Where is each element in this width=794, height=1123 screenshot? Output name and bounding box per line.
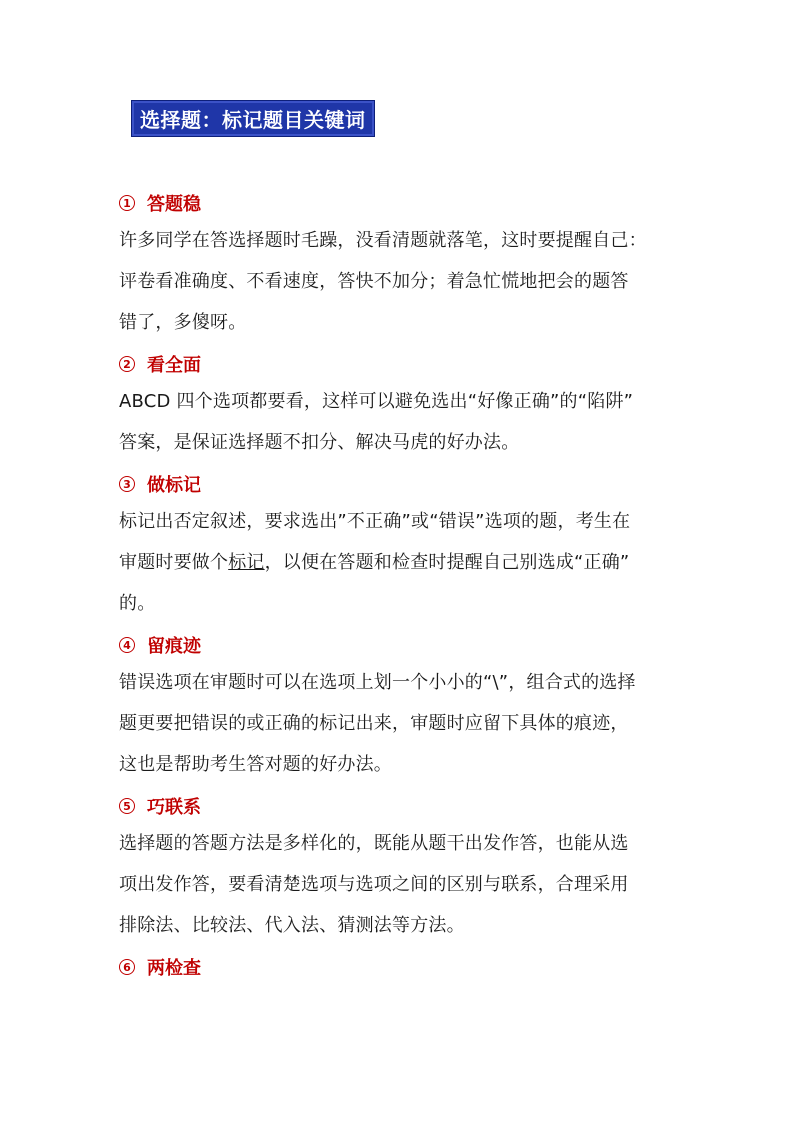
section-heading <box>119 347 681 381</box>
section-title: 巧联系 <box>147 797 201 818</box>
paragraph-line: 题更要把错误的或正确的标记出来，审题时应留下具体的痕迹， <box>119 713 629 734</box>
paragraph-line <box>119 542 681 583</box>
section-paragraph <box>119 220 681 343</box>
paragraph-line: 错了，多傻呀。 <box>119 312 247 333</box>
section-3 <box>119 467 681 624</box>
circled-number: 2 <box>119 356 135 372</box>
section-heading <box>119 628 681 662</box>
circled-number: 4 <box>119 637 135 653</box>
section-paragraph <box>119 501 681 624</box>
paragraph-line: 排除法、比较法、代入法、猜测法等方法。 <box>119 915 465 936</box>
section-paragraph <box>119 381 681 463</box>
paragraph-line: 项出发作答，要看清楚选项与选项之间的区别与联系，合理采用 <box>119 874 629 895</box>
paragraph-line: 标记出否定叙述，要求选出”不正确”或“错误”选项的题，考生在 <box>119 511 631 532</box>
section-5 <box>119 789 681 946</box>
section-6 <box>119 950 681 984</box>
paragraph-line: ABCD 四个选项都要看，这样可以避免选出“好像正确”的“陷阱” <box>119 391 634 412</box>
paragraph-line: 答案，是保证选择题不扣分、解决马虎的好办法。 <box>119 432 520 453</box>
paragraph-line: 错误选项在审题时可以在选项上划一个小小的“\”，组合式的选择 <box>119 672 636 693</box>
section-heading <box>119 467 681 501</box>
section-paragraph <box>119 823 681 946</box>
section-title: 答题稳 <box>147 194 201 215</box>
circled-number: 1 <box>119 195 135 211</box>
section-heading <box>119 186 681 220</box>
content-body <box>119 186 681 984</box>
title-banner <box>131 100 375 137</box>
paragraph-line: 选择题的答题方法是多样化的，既能从题干出发作答，也能从选 <box>119 833 629 854</box>
paragraph-line: 的。 <box>119 593 156 614</box>
paragraph-line: 这也是帮助考生答对题的好办法。 <box>119 754 392 775</box>
circled-number: 6 <box>119 959 135 975</box>
text-segment: 审题时要做个 <box>119 552 229 573</box>
section-title: 看全面 <box>147 355 201 376</box>
section-title: 做标记 <box>147 475 201 496</box>
text-segment: ，以便在答题和检查时提醒自己别选成“正确” <box>264 552 630 573</box>
section-paragraph <box>119 662 681 785</box>
circled-number: 3 <box>119 476 135 492</box>
circled-number: 5 <box>119 798 135 814</box>
section-heading <box>119 789 681 823</box>
section-4 <box>119 628 681 785</box>
section-title: 两检查 <box>147 958 201 979</box>
section-title: 留痕迹 <box>147 636 201 657</box>
page-title: 选择题：标记题目关键词 <box>140 108 366 132</box>
paragraph-line: 评卷看准确度、不看速度，答快不加分；着急忙慌地把会的题答 <box>119 271 629 292</box>
section-2 <box>119 347 681 463</box>
section-heading <box>119 950 681 984</box>
underlined-keyword: 标记 <box>228 552 265 573</box>
section-1 <box>119 186 681 343</box>
paragraph-line: 许多同学在答选择题时毛躁，没看清题就落笔，这时要提醒自己： <box>119 230 647 251</box>
